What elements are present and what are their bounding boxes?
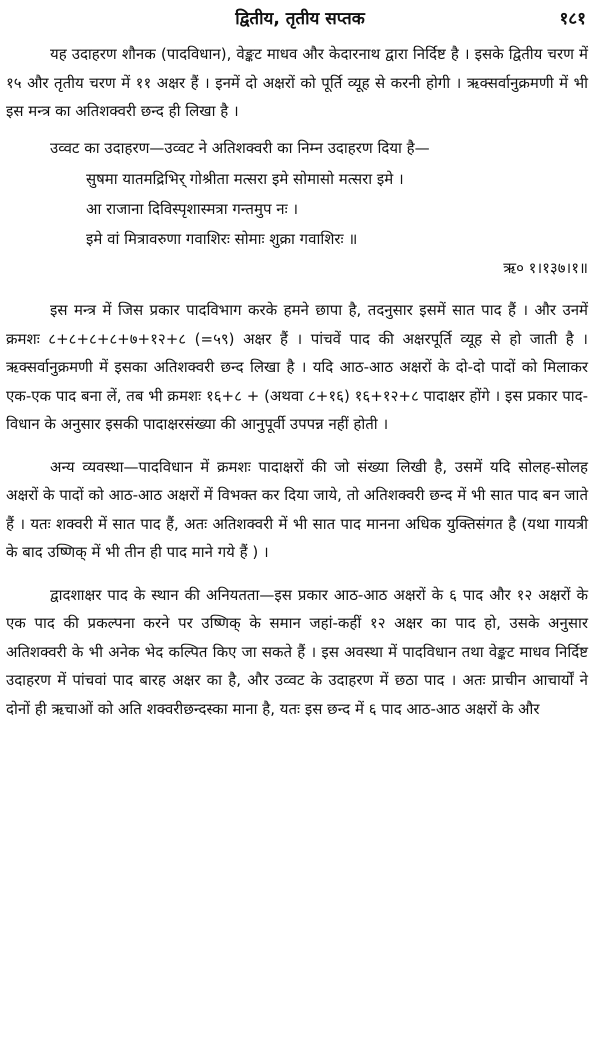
paragraph-2: उव्वट का उदाहरण—उव्वट ने अतिशक्वरी का निम्न उदाहरण दिया है— — [50, 138, 430, 157]
verse-line-1: सुषमा यातमद्रिभिर् गोश्रीता मत्सरा इमे सोमासो मत्सरा इमे । — [86, 170, 404, 188]
paragraph-4: अन्य व्यवस्था—पादविधान में क्रमशः पादाक्षरों की जो संख्या लिखी है, उसमें यदि सोलह-सोलह अक्षरों के पादों को आठ-आठ अक्षरों में विभक्त कर दिया जाये, तो अतिशक्वरी छन्द में भी सात पाद बन जाते हैं । यतः शक्वरी में सात पाद हैं, अतः अतिशक्वरी में भी सात पाद मानना अधिक युक्तिसंगत है (यथा गायत्री के बाद उष्णिक् में भी तीन ही पाद माने गये हैं ) । — [6, 457, 588, 561]
verse-line-2: आ राजाना दिविस्पृशास्मत्रा गन्तमुप नः । — [86, 200, 299, 218]
paragraph-5: द्वादशाक्षर पाद के स्थान की अनियतता—इस प्रकार आठ-आठ अक्षरों के ६ पाद और १२ अक्षरों के एक पाद की प्रकल्पना करने पर उष्णिक् के समान जहां-कहीं १२ अक्षर का पाद हो, उसके अनुसार अतिशक्वरी के भी अनेक भेद कल्पित किए जा सकते हैं । इस अवस्था में पादविधान तथा वेङ्कट माधव निर्दिष्ट उदाहरण में पांचवां पाद बारह अक्षर का है, और उव्वट के उदाहरण में छठा पाद । अतः प्राचीन आचार्यों ने दोनों ही ऋचाओं को अति शक्वरीछन्दस्का माना है, यतः इस छन्द में ६ पाद आठ-आठ अक्षरों के और — [6, 585, 588, 718]
page-number: १८१ — [559, 9, 586, 29]
verse-line-3: इमे वां मित्रावरुणा गवाशिरः सोमाः शुक्रा गवाशिरः ॥ — [86, 230, 358, 248]
page-header — [0, 4, 600, 36]
verse-block — [0, 164, 600, 282]
running-title: द्वितीय, तृतीय सप्तक — [235, 9, 365, 29]
page-body — [0, 40, 600, 723]
paragraph-3: इस मन्त्र में जिस प्रकार पादविभाग करके हमने छापा है, तदनुसार इसमें सात पाद हैं । और उनमें क्रमशः ८+८+८+८+७+१२+८ (=५९) अक्षर हैं । पांचवें पाद की अक्षरपूर्ति व्यूह से हो जाती है । ऋक्सर्वानुक्रमणी में इसका अतिशक्वरी छन्द लिखा है । यदि आठ-आठ अक्षरों के दो-दो पादों को मिलाकर एक-एक पाद बना लें, तब भी क्रमशः १६+८ + (अथवा ८+१६) १६+१२+८ पादाक्षर होंगे । इस प्रकार पाद-विधान के अनुसार इसकी पादाक्षरसंख्या की आनुपूर्वी उपपन्न नहीं होती । — [6, 301, 588, 433]
paragraph-1: यह उदाहरण शौनक (पादविधान), वेङ्कट माधव और केदारनाथ द्वारा निर्दिष्ट है । इसके द्वितीय चरण में १५ और तृतीय चरण में ११ अक्षर हैं । इनमें दो अक्षरों को पूर्ति व्यूह से करनी होगी । ऋक्सर्वानुक्रमणी में भी इस मन्त्र का अतिशक्वरी छन्द ही लिखा है । — [6, 45, 588, 120]
verse-reference: ऋ० १।१३७।१॥ — [503, 259, 588, 277]
